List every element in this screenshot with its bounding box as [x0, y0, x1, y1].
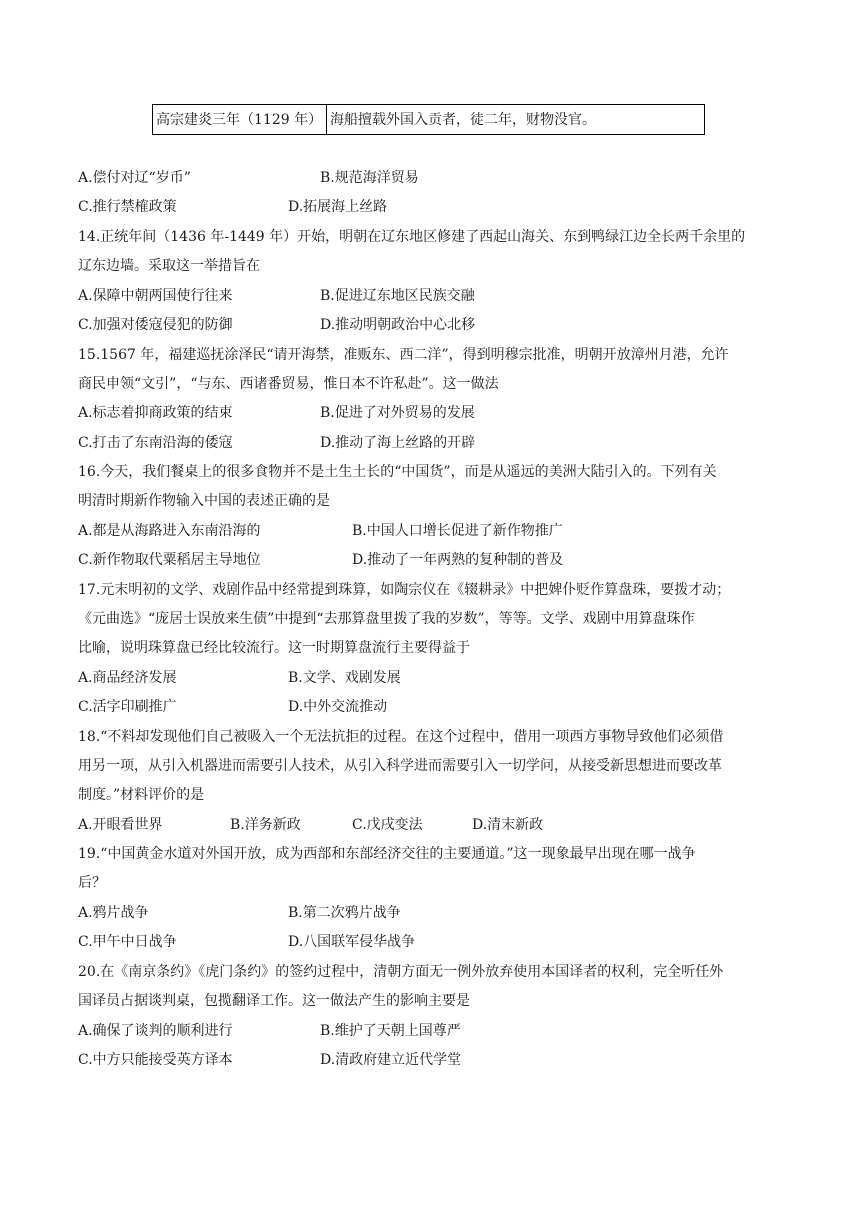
q16-option-c: C.新作物取代粟稻居主导地位	[78, 552, 261, 568]
q14-option-c: C.加强对倭寇侵犯的防御	[78, 317, 233, 333]
q17-stem-line-1: 17.元末明初的文学、戏剧作品中经常提到珠算，如陶宗仪在《辍耕录》中把婢仆贬作算盘珠，要拨才动；	[78, 582, 731, 598]
q16-option-d: D.推动了一年两熟的复种制的普及	[352, 552, 564, 568]
q18-option-a: A.开眼看世界	[78, 817, 163, 833]
q20-option-c: C.中方只能接受英方译本	[78, 1052, 233, 1068]
q16-stem-line-2: 明清时期新作物输入中国的表述正确的是	[78, 493, 330, 509]
q17-option-b: B.文学、戏剧发展	[288, 670, 401, 686]
q19-option-c: C.甲午中日战争	[78, 934, 177, 950]
q18-option-b: B.洋务新政	[230, 817, 301, 833]
q18-stem-line-2: 用另一项，从引入机器进而需要引人技术，从引入科学进而需要引入一切学问，从接受新思想进而要改革	[78, 758, 722, 774]
q19-stem-line-1: 19.“中国黄金水道对外国开放，成为西部和东部经济交往的主要通道。”这一现象最早出现在哪一战争	[78, 846, 696, 862]
q14-stem-line-2: 辽东边墙。采取这一举措旨在	[78, 258, 260, 274]
q16-option-b: B.中国人口增长促进了新作物推广	[352, 523, 563, 539]
q17-stem-line-2: 《元曲选》“庞居士误放来生债”中提到“去那算盘里拨了我的岁数”，等等。文学、戏剧中用算盘珠作	[78, 611, 695, 627]
q15-option-c: C.打击了东南沿海的倭寇	[78, 435, 233, 451]
q20-stem-line-2: 国译员占据谈判桌，包揽翻译工作。这一做法产生的影响主要是	[78, 993, 470, 1009]
q17-stem-line-3: 比喻，说明珠算盘已经比较流行。这一时期算盘流行主要得益于	[78, 640, 470, 656]
q13-option-d: D.拓展海上丝路	[288, 199, 388, 215]
q18-stem-line-1: 18.“不料却发现他们自己被吸入一个无法抗拒的过程。在这个过程中，借用一项西方事物导致他们必须借	[78, 729, 724, 745]
policy-table	[152, 104, 705, 135]
q16-stem-line-1: 16.今天，我们餐桌上的很多食物并不是土生土长的“中国货”，而是从遥远的美洲大陆引入的。下列有关	[78, 464, 717, 480]
q15-option-d: D.推动了海上丝路的开辟	[320, 435, 476, 451]
table-cell-period: 高宗建炎三年（1129 年）	[153, 105, 327, 134]
q16-option-a: A.都是从海路进入东南沿海的	[78, 523, 261, 539]
q18-option-d: D.清末新政	[472, 817, 544, 833]
q15-option-a: A.标志着抑商政策的结束	[78, 405, 233, 421]
q19-option-b: B.第二次鸦片战争	[288, 905, 401, 921]
q14-stem-line-1: 14.正统年间（1436 年-1449 年）开始，明朝在辽东地区修建了西起山海关、东到鸭绿江边全长两千余里的	[78, 229, 746, 245]
q17-option-d: D.中外交流推动	[288, 699, 388, 715]
q15-stem-line-1: 15.1567 年，福建巡抚涂泽民“请开海禁，准贩东、西二洋”，得到明穆宗批准，明朝开放漳州月港，允许	[78, 347, 729, 363]
q19-option-a: A.鸦片战争	[78, 905, 149, 921]
q14-option-b: B.促进辽东地区民族交融	[320, 288, 475, 304]
q17-option-a: A.商品经济发展	[78, 670, 177, 686]
q13-option-b: B.规范海洋贸易	[320, 170, 419, 186]
table-cell-content: 海船擅载外国入贡者，徒二年，财物没官。	[330, 112, 596, 128]
q20-option-a: A.确保了谈判的顺利进行	[78, 1023, 233, 1039]
q17-option-c: C.活字印刷推广	[78, 699, 177, 715]
q18-stem-line-3: 制度。”材料评价的是	[78, 787, 205, 803]
q20-stem-line-1: 20.在《南京条约》《虎门条约》的签约过程中，清朝方面无一例外放弃使用本国译者的权利，完全听任外	[78, 964, 724, 980]
q13-option-a: A.偿付对辽“岁币”	[78, 170, 191, 186]
q20-option-d: D.清政府建立近代学堂	[320, 1052, 462, 1068]
q18-option-c: C.戊戌变法	[352, 817, 423, 833]
q13-option-c: C.推行禁榷政策	[78, 199, 177, 215]
q15-stem-line-2: 商民申领“文引”，“与东、西诸番贸易，惟日本不许私赴”。这一做法	[78, 376, 499, 392]
q14-option-d: D.推动明朝政治中心北移	[320, 317, 476, 333]
q19-option-d: D.八国联军侵华战争	[288, 934, 416, 950]
q15-option-b: B.促进了对外贸易的发展	[320, 405, 475, 421]
q20-option-b: B.维护了天朝上国尊严	[320, 1023, 461, 1039]
q19-stem-line-2: 后？	[78, 875, 106, 891]
q14-option-a: A.保障中朝两国使行往来	[78, 288, 233, 304]
